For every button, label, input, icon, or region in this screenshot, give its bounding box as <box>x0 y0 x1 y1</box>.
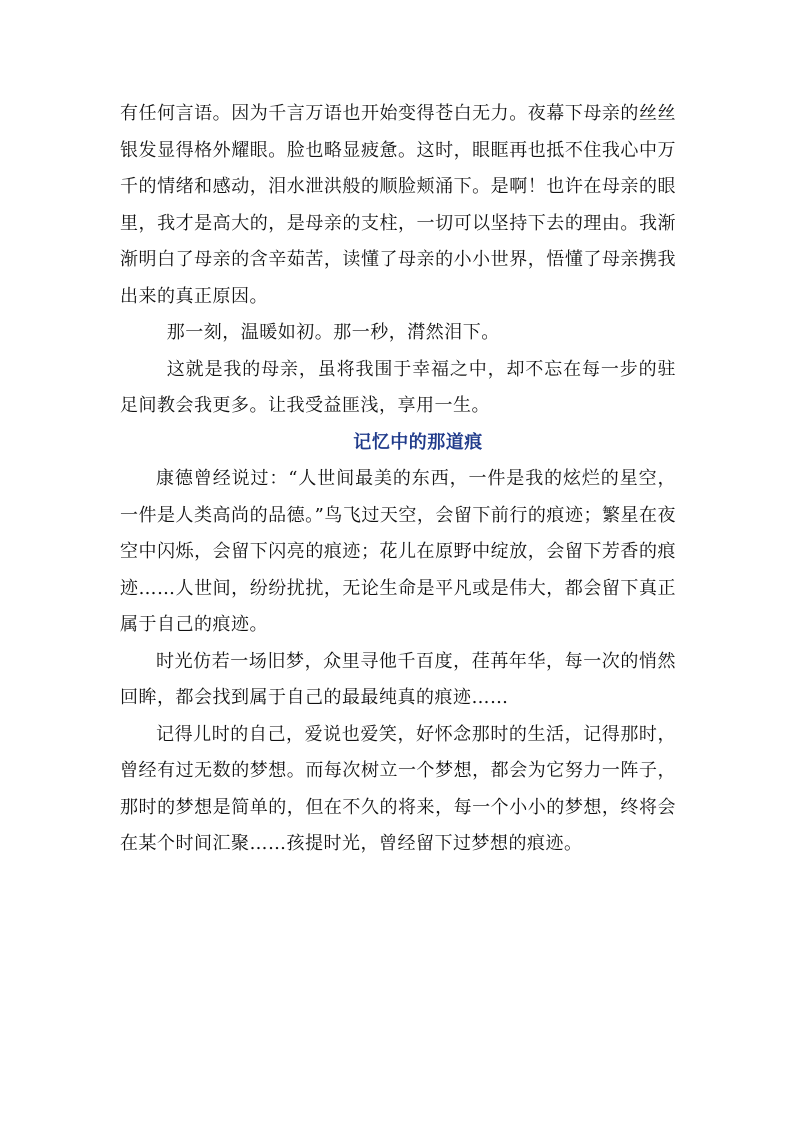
section-title: 记忆中的那道痕 <box>353 431 483 453</box>
paragraph-continued: 有任何言语。因为千言万语也开始变得苍白无力。夜幕下母亲的丝丝银发显得格外耀眼。脸也略显疲惫。这时，眼眶再也抵不住我心中万千的情绪和感动，泪水泄洪般的顺脸颊涌下。是啊！也许在母亲的眼里，我才是高大的，是母亲的支柱，一切可以坚持下去的理由。我渐渐明白了母亲的含辛茹苦，读懂了母亲的小小世界，悟懂了母亲携我出来的真正原因。 <box>120 103 676 307</box>
paragraph-moment: 那一刻，温暖如初。那一秒，潸然泪下。 <box>166 322 500 343</box>
paragraph-mother: 这就是我的母亲，虽将我围于幸福之中，却不忘在每一步的驻足间教会我更多。让我受益匪浅，享用一生。 <box>120 358 676 416</box>
paragraph-time: 时光仿若一场旧梦，众里寻他千百度，荏苒年华，每一次的悄然回眸，都会找到属于自己的最最纯真的痕迹…… <box>120 650 676 708</box>
paragraph-childhood: 记得儿时的自己，爱说也爱笑，好怀念那时的生活，记得那时，曾经有过无数的梦想。而每次树立一个梦想，都会为它努力一阵子，那时的梦想是简单的，但在不久的将来，每一个小小的梦想，终将会在某个时间汇聚……孩提时光，曾经留下过梦想的痕迹。 <box>120 723 676 854</box>
document-page <box>120 96 676 863</box>
paragraph-kant: 康德曾经说过：“人世间最美的东西，一件是我的炫烂的星空，一件是人类高尚的品德。”鸟飞过天空，会留下前行的痕迹；繁星在夜空中闪烁，会留下闪亮的痕迹；花儿在原野中绽放，会留下芳香的痕迹……人世间，纷纷扰扰，无论生命是平凡或是伟大，都会留下真正属于自己的痕迹。 <box>120 468 676 635</box>
